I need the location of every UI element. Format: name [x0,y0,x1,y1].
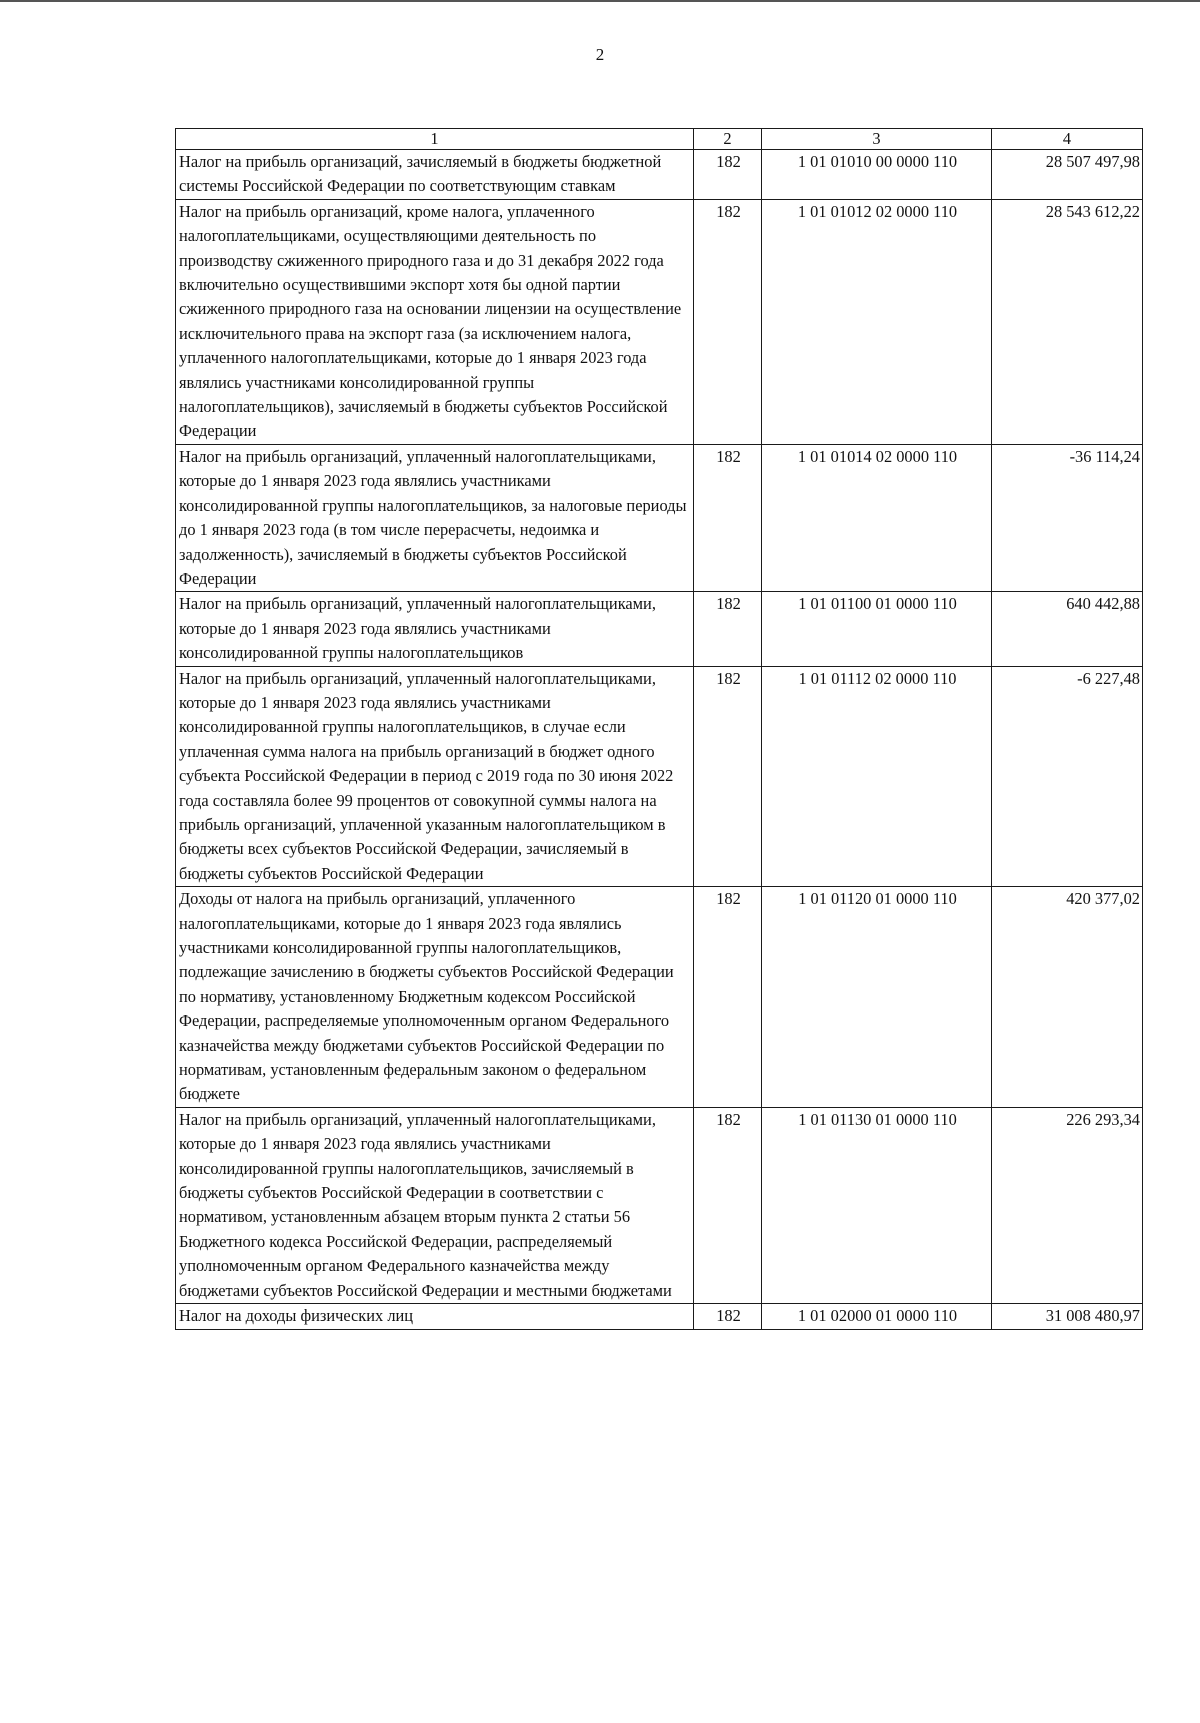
row-code-cell: 1 01 01012 02 0000 110 [762,199,992,444]
row-admin-cell: 182 [694,1107,762,1303]
row-name-cell: Налог на прибыль организаций, зачисляемый в бюджеты бюджетной системы Российской Федерации по соответствующим ставкам [176,150,694,200]
row-admin-cell: 182 [694,1304,762,1329]
page-number: 2 [595,45,605,64]
table-row [176,592,1143,666]
row-code-cell: 1 01 02000 01 0000 110 [762,1304,992,1329]
row-name-cell: Налог на прибыль организаций, кроме налога, уплаченного налогоплательщиками, осуществляющими деятельность по производству сжиженного природного газа и до 31 декабря 2022 года включительно осуществившими экспорт хотя бы одной партии сжиженного природного газа на основании лицензии на осуществление исключительного права на экспорт газа (за исключением налога, уплаченного налогоплательщиками, которые до 1 января 2023 года являлись участниками консолидированной группы налогоплательщиков), зачисляемый в бюджеты субъектов Российской Федерации [176,199,694,444]
table-header-row [176,129,1143,150]
row-name-cell: Налог на прибыль организаций, уплаченный налогоплательщиками, которые до 1 января 2023 года являлись участниками консолидированной группы налогоплательщиков, за налоговые периоды до 1 января 2023 года (в том числе перерасчеты, недоимка и задолженность), зачисляемый в бюджеты субъектов Российской Федерации [176,444,694,591]
row-amount-cell: 31 008 480,97 [992,1304,1143,1329]
table-row [176,444,1143,591]
row-code-cell: 1 01 01120 01 0000 110 [762,887,992,1108]
row-admin-cell: 182 [694,887,762,1108]
row-name-cell: Доходы от налога на прибыль организаций, уплаченного налогоплательщиками, которые до 1 января 2023 года являлись участниками консолидированной группы налогоплательщиков, подлежащие зачислению в бюджеты субъектов Российской Федерации по нормативу, установленному Бюджетным кодексом Российской Федерации, распределяемые уполномоченным органом Федерального казначейства между бюджетами субъектов Российской Федерации по нормативам, установленным федеральным законом о федеральном бюджете [176,887,694,1108]
row-amount-cell: 640 442,88 [992,592,1143,666]
table-row [176,1304,1143,1329]
header-col-4: 4 [992,129,1143,150]
header-col-1: 1 [176,129,694,150]
row-code-cell: 1 01 01100 01 0000 110 [762,592,992,666]
row-amount-cell: 28 507 497,98 [992,150,1143,200]
table-row [176,150,1143,200]
row-amount-cell: -6 227,48 [992,666,1143,887]
row-name-cell: Налог на доходы физических лиц [176,1304,694,1329]
row-admin-cell: 182 [694,150,762,200]
row-amount-cell: 226 293,34 [992,1107,1143,1303]
header-col-3: 3 [762,129,992,150]
row-code-cell: 1 01 01130 01 0000 110 [762,1107,992,1303]
row-admin-cell: 182 [694,199,762,444]
row-code-cell: 1 01 01014 02 0000 110 [762,444,992,591]
row-amount-cell: 28 543 612,22 [992,199,1143,444]
table-row [176,199,1143,444]
table-row [176,666,1143,887]
row-amount-cell: -36 114,24 [992,444,1143,591]
header-col-2: 2 [694,129,762,150]
row-name-cell: Налог на прибыль организаций, уплаченный налогоплательщиками, которые до 1 января 2023 года являлись участниками консолидированной группы налогоплательщиков, в случае если уплаченная сумма налога на прибыль организаций в бюджет одного субъекта Российской Федерации в период с 2019 года по 30 июня 2022 года составляла более 99 процентов от совокупной суммы налога на прибыль организаций, уплаченной указанным налогоплательщиком в бюджеты всех субъектов Российской Федерации, зачисляемый в бюджеты субъектов Российской Федерации [176,666,694,887]
row-admin-cell: 182 [694,444,762,591]
row-code-cell: 1 01 01010 00 0000 110 [762,150,992,200]
table-row [176,1107,1143,1303]
row-name-cell: Налог на прибыль организаций, уплаченный налогоплательщиками, которые до 1 января 2023 года являлись участниками консолидированной группы налогоплательщиков, зачисляемый в бюджеты субъектов Российской Федерации в соответствии с нормативом, установленным абзацем вторым пункта 2 статьи 56 Бюджетного кодекса Российской Федерации, распределяемый уполномоченным органом Федерального казначейства между бюджетами субъектов Российской Федерации и местными бюджетами [176,1107,694,1303]
revenue-table [175,128,1143,1330]
row-admin-cell: 182 [694,592,762,666]
row-name-cell: Налог на прибыль организаций, уплаченный налогоплательщиками, которые до 1 января 2023 года являлись участниками консолидированной группы налогоплательщиков [176,592,694,666]
row-amount-cell: 420 377,02 [992,887,1143,1108]
scan-edge-line [0,0,1200,2]
row-code-cell: 1 01 01112 02 0000 110 [762,666,992,887]
row-admin-cell: 182 [694,666,762,887]
table-row [176,887,1143,1108]
